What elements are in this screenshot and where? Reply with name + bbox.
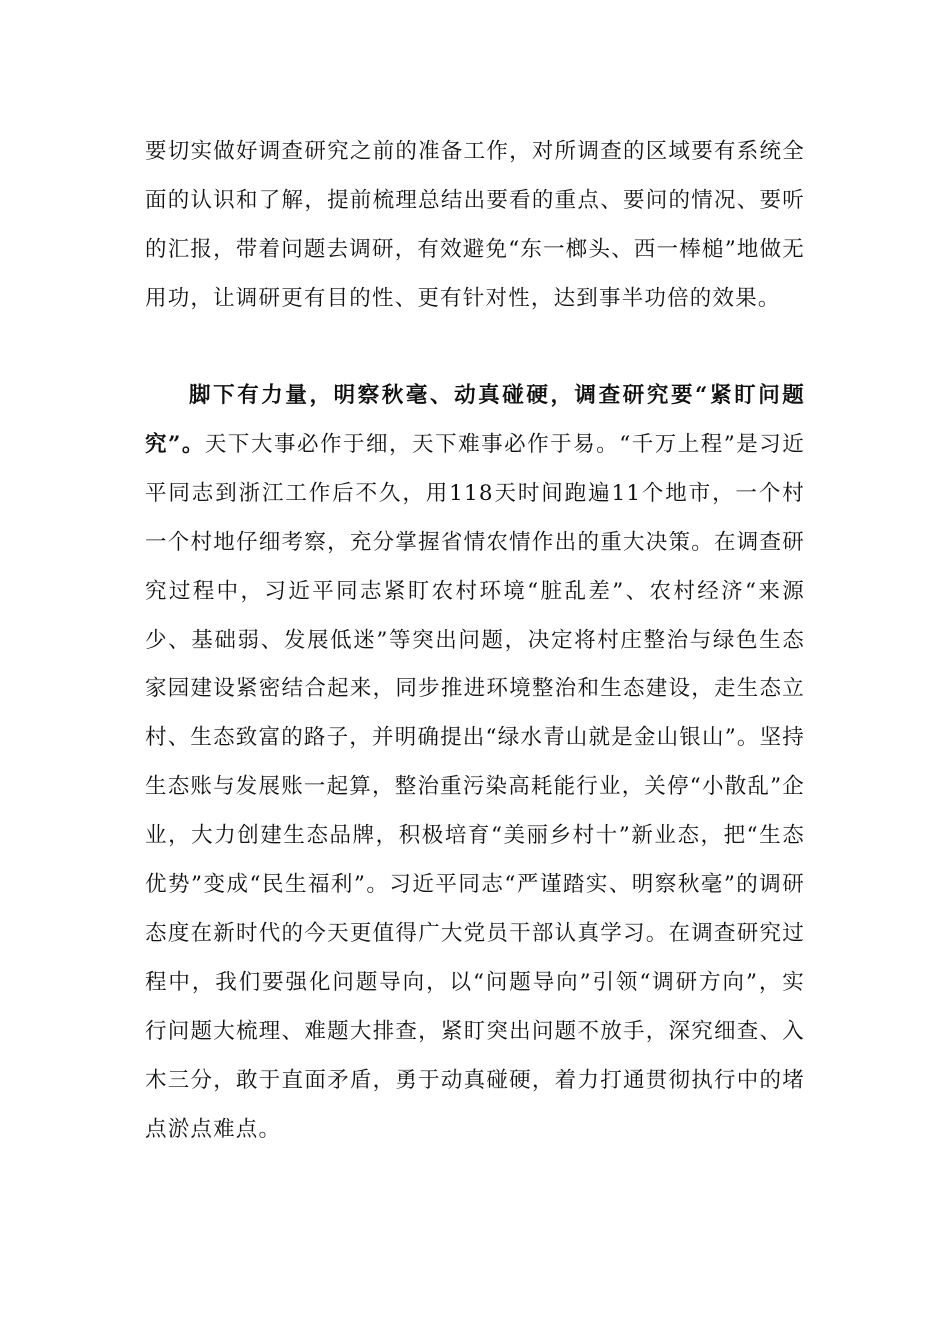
paragraph-1-text: 要切实做好调查研究之前的准备工作，对所调查的区域要有系统全面的认识和了解，提前梳理总结出要看的重点、要问的情况、要听的汇报，带着问题去调研，有效避免“东一榔头、西一棒槌”地做无用功，让调研更有目的性、更有针对性，达到事半功倍的效果。 (145, 139, 805, 311)
paragraph-2-body: 天下大事必作于细，天下难事必作于易。“千万上程”是习近平同志到浙江工作后不久，用118天时间跑遍11个地市，一个村一个村地仔细考察，充分掌握省情农情作出的重大决策。在调查研究过程中，习近平同志紧盯农村环境“脏乱差”、农村经济“来源少、基础弱、发展低迷”等突出问题，决定将村庄整治与绿色生态家园建设紧密结合起来，同步推进环境整治和生态建设，走生态立村、生态致富的路子，并明确提出“绿水青山就是金山银山”。坚持生态账与发展账一起算，整治重污染高耗能行业，关停“小散乱”企业，大力创建生态品牌，积极培育“美丽乡村十”新业态，把“生态优势”变成“民生福利”。习近平同志“严谨踏实、明察秋毫”的调研态度在新时代的今天更值得广大党员干部认真学习。在调查研究过程中，我们要强化问题导向，以“问题导向”引领“调研方向”，实行问题大梳理、难题大排查，紧盯突出问题不放手，深究细查、入木三分，敢于直面矛盾，勇于动真碰硬，着力打通贯彻执行中的堵点淤点难点。 (145, 431, 806, 1142)
paragraph-problem-focus (145, 372, 805, 1155)
paragraph-2 (145, 372, 805, 1155)
paragraph-2-lead-sentence: 脚下有力量，明察秋毫、动真碰硬，调查研究要“紧盯问题究”。 (145, 383, 805, 457)
paragraph-preparation (145, 128, 805, 324)
